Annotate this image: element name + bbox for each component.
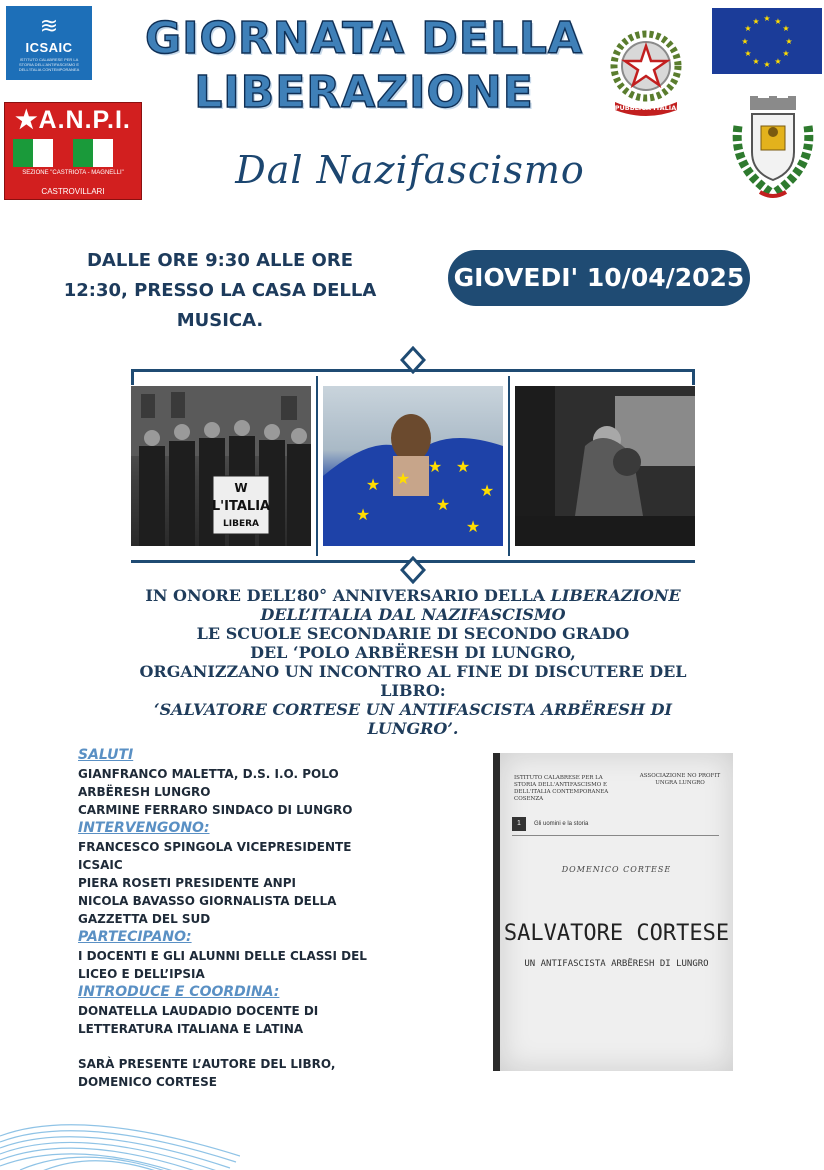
introduce-line-1a: DONATELLA LAUDADIO DOCENTE DI: [78, 1004, 319, 1018]
book-series: [512, 817, 588, 831]
book-series-number: 1: [512, 817, 526, 831]
intro-line-8: LUNGRO’.: [367, 719, 459, 738]
svg-text:★: ★: [752, 17, 760, 26]
svg-text:★: ★: [465, 517, 481, 536]
saluti-line-2: CARMINE FERRARO SINDACO DI LUNGRO: [78, 803, 353, 817]
comune-coat-of-arms-icon: [730, 96, 816, 202]
frame-bottom-diamond-icon: [400, 556, 426, 584]
book-cover: [493, 753, 733, 1071]
intro-line-2: DELL’ITALIA DAL NAZIFASCISMO: [260, 605, 566, 624]
author-line-2: DOMENICO CORTESE: [78, 1075, 217, 1089]
time-line-2: 12:30, PRESSO LA CASA DELLA: [63, 280, 377, 301]
svg-text:★: ★: [365, 475, 381, 494]
saluti-heading: SALUTI: [78, 747, 134, 763]
svg-text:★: ★: [395, 469, 411, 488]
intro-line-3: LE SCUOLE SECONDARIE DI SECONDO GRADO: [196, 624, 630, 643]
frame-divider-1: [316, 376, 318, 556]
anpi-city: CASTROVILLARI: [41, 187, 105, 196]
saluti-line-1b: ARBËRESH LUNGRO: [78, 785, 211, 799]
svg-text:★: ★: [435, 495, 451, 514]
time-line-3: MUSICA.: [176, 310, 264, 331]
svg-text:★: ★: [741, 37, 749, 46]
frame-left-tick: [131, 369, 134, 385]
photo-soldier-embrace: [515, 386, 695, 546]
photo-partisans: [131, 386, 311, 546]
anpi-section: SEZIONE "CASTRIOTA - MAGNELLI": [22, 170, 124, 176]
italian-flag-icon: [13, 139, 133, 167]
sign-line-2: L'ITALIA: [211, 499, 271, 514]
page-title: [130, 12, 598, 120]
svg-text:★: ★: [782, 24, 790, 33]
svg-text:★: ★: [455, 457, 471, 476]
intervengono-heading: INTERVENGONO:: [78, 820, 210, 836]
svg-text:★: ★: [744, 24, 752, 33]
svg-text:★: ★: [744, 49, 752, 58]
icsaic-subtitle: ISTITUTO CALABRESE PER LA STORIA DELL'ANTIFASCISMO E DELL'ITALIA CONTEMPORANEA: [18, 57, 80, 72]
intro-line-7: ‘SALVATORE CORTESE UN ANTIFASCISTA ARBËRESH DI: [154, 700, 672, 719]
intro-line-6: LIBRO:: [380, 681, 446, 700]
svg-text:★: ★: [763, 60, 771, 69]
svg-text:★: ★: [355, 505, 371, 524]
book-subtitle: UN ANTIFASCISTA ARBËRESH DI LUNGRO: [524, 959, 709, 969]
emblem-text: REPUBBLICA ITALIANA: [605, 104, 687, 112]
svg-text:★: ★: [752, 57, 760, 66]
intro-line-1b: LIBERAZIONE: [550, 586, 681, 605]
partecipano-line-1b: LICEO E DELL’IPSIA: [78, 967, 205, 981]
svg-text:★: ★: [427, 457, 443, 476]
icsaic-logo: [6, 6, 92, 80]
frame-divider-2: [508, 376, 510, 556]
anpi-logo: [4, 102, 142, 200]
title-line-2: LIBERAZIONE: [194, 67, 534, 118]
book-title: SALVATORE CORTESE: [503, 921, 730, 946]
author-line-1: SARÀ PRESENTE L’AUTORE DEL LIBRO,: [78, 1057, 336, 1071]
intervengono-line-1b: ICSAIC: [78, 858, 123, 872]
partecipano-heading: PARTECIPANO:: [78, 929, 192, 945]
svg-text:★: ★: [763, 14, 771, 23]
intro-line-1a: IN ONORE DELL’80° ANNIVERSARIO DELLA: [145, 586, 551, 605]
saluti-line-1a: GIANFRANCO MALETTA, D.S. I.O. POLO: [78, 767, 339, 781]
svg-text:★: ★: [782, 49, 790, 58]
frame-top-diamond-icon: [400, 346, 426, 374]
photo-eu-flag-person: [323, 386, 503, 546]
page-subtitle: Dal Nazifascismo: [235, 148, 585, 192]
frame-right-tick: [692, 369, 695, 385]
book-association: ASSOCIAZIONE NO PROFIT UNGRA LUNGRO: [639, 773, 721, 786]
icsaic-name: ICSAIC: [25, 40, 73, 55]
partecipano-line-1a: I DOCENTI E GLI ALUNNI DELLE CLASSI DEL: [78, 949, 367, 963]
svg-text:★: ★: [774, 17, 782, 26]
icsaic-waves-icon: ≋: [39, 13, 59, 38]
introduce-heading: INTRODUCE E COORDINA:: [78, 984, 280, 1000]
intro-line-4: DEL ‘POLO ARBËRESH DI LUNGRO,: [250, 643, 576, 662]
intro-paragraph: [90, 586, 736, 738]
event-time-place: [50, 246, 390, 336]
book-institute: ISTITUTO CALABRESE PER LA STORIA DELL'ANTIFASCISMO E DELL'ITALIA CONTEMPORANEA COSENZA: [514, 775, 609, 802]
svg-text:★: ★: [479, 481, 495, 500]
intervengono-line-3b: GAZZETTA DEL SUD: [78, 912, 211, 926]
event-program: [78, 746, 378, 1091]
book-divider: [512, 835, 719, 836]
sign-line-1: W: [234, 481, 248, 495]
sign-line-3: LIBERA: [223, 519, 259, 529]
intervengono-line-3a: NICOLA BAVASSO GIORNALISTA DELLA: [78, 894, 337, 908]
svg-text:★: ★: [774, 57, 782, 66]
intervengono-line-1a: FRANCESCO SPINGOLA VICEPRESIDENTE: [78, 840, 352, 854]
italian-republic-emblem-icon: [603, 22, 689, 118]
eu-flag-icon: [712, 8, 822, 74]
title-line-1: GIORNATA DELLA: [145, 13, 583, 64]
intervengono-line-2: PIERA ROSETI PRESIDENTE ANPI: [78, 876, 296, 890]
anpi-name: ★A.N.P.I.: [15, 106, 131, 134]
book-author: DOMENICO CORTESE: [561, 865, 672, 874]
event-date-badge: GIOVEDI' 10/04/2025: [448, 250, 750, 306]
svg-text:★: ★: [785, 37, 793, 46]
introduce-line-1b: LETTERATURA ITALIANA E LATINA: [78, 1022, 304, 1036]
intro-line-5: ORGANIZZANO UN INCONTRO AL FINE DI DISCUTERE DEL: [139, 662, 687, 681]
decorative-waves-icon: [0, 1096, 240, 1170]
book-series-name: Gli uomini e la storia: [534, 821, 589, 827]
time-line-1: DALLE ORE 9:30 ALLE ORE: [86, 250, 354, 271]
